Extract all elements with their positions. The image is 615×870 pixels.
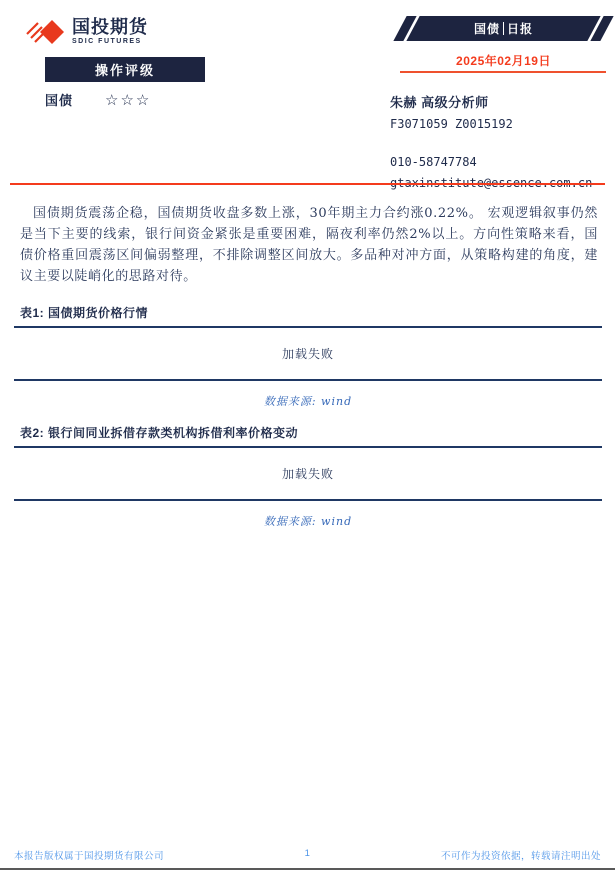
- table-section-2: [14, 424, 602, 529]
- header-divider: [10, 183, 605, 185]
- rating-header: 操作评级: [45, 57, 205, 82]
- brand-name-en: SDIC FUTURES: [72, 38, 142, 45]
- footer-copyright: 本报告版权属于国投期货有限公司: [14, 851, 165, 862]
- analyst-name: 朱赫 高级分析师: [390, 95, 489, 110]
- table-2-title: 表2: 银行间同业拆借存款类机构拆借利率价格变动: [20, 426, 299, 440]
- table-2-rule-bottom: [14, 499, 602, 501]
- table-1-load-failed-status: 加载失败: [281, 347, 334, 361]
- table-1-rule-top: [14, 326, 602, 328]
- date-underline: [400, 71, 606, 73]
- table-section-1: [14, 304, 602, 409]
- table-2-data-source: 数据来源: wind: [263, 515, 353, 528]
- report-date: 2025年02月19日: [456, 54, 551, 68]
- summary-paragraph: 国债期货震荡企稳，国债期货收盘多数上涨，30年期主力合约涨0.22%。 宏观逻辑叙事仍然是当下主要的线索，银行间资金紧张是重要困难，隔夜利率仍然2%以上。方向性策略来看，国债价格重回震荡区间偏弱整理，不排除调整区间放大。多品种对冲方面，从策略构建的角度，建议主要以陡峭化的思路对待。: [20, 206, 598, 284]
- logo-diamond-icon: [24, 17, 66, 54]
- banner-title: [400, 16, 607, 41]
- table-2-load-failed-status: 加载失败: [281, 467, 334, 481]
- brand-name-cn: 国投期货: [72, 17, 148, 37]
- footer-disclaimer: 不可作为投资依据，转载请注明出处: [440, 851, 601, 862]
- rating-row: [45, 90, 151, 109]
- analyst-phone: 010-58747784: [390, 155, 477, 169]
- banner-divider: [503, 22, 504, 35]
- analyst-info: [390, 92, 592, 190]
- banner-title-part2: 日报: [507, 22, 534, 36]
- rating-subject: 国债: [45, 93, 74, 108]
- table-1-rule-bottom: [14, 379, 602, 381]
- table-2-rule-top: [14, 446, 602, 448]
- report-banner: [400, 16, 607, 41]
- brand-logo: [24, 17, 148, 54]
- analyst-credentials: F3071059 Z0015192: [390, 117, 513, 131]
- banner-title-part1: 国债: [473, 22, 500, 36]
- table-1-title: 表1: 国债期货价格行情: [20, 306, 149, 320]
- star-rating: ☆☆☆: [105, 91, 152, 109]
- footer-page-number: 1: [304, 848, 311, 859]
- table-1-data-source: 数据来源: wind: [263, 395, 353, 408]
